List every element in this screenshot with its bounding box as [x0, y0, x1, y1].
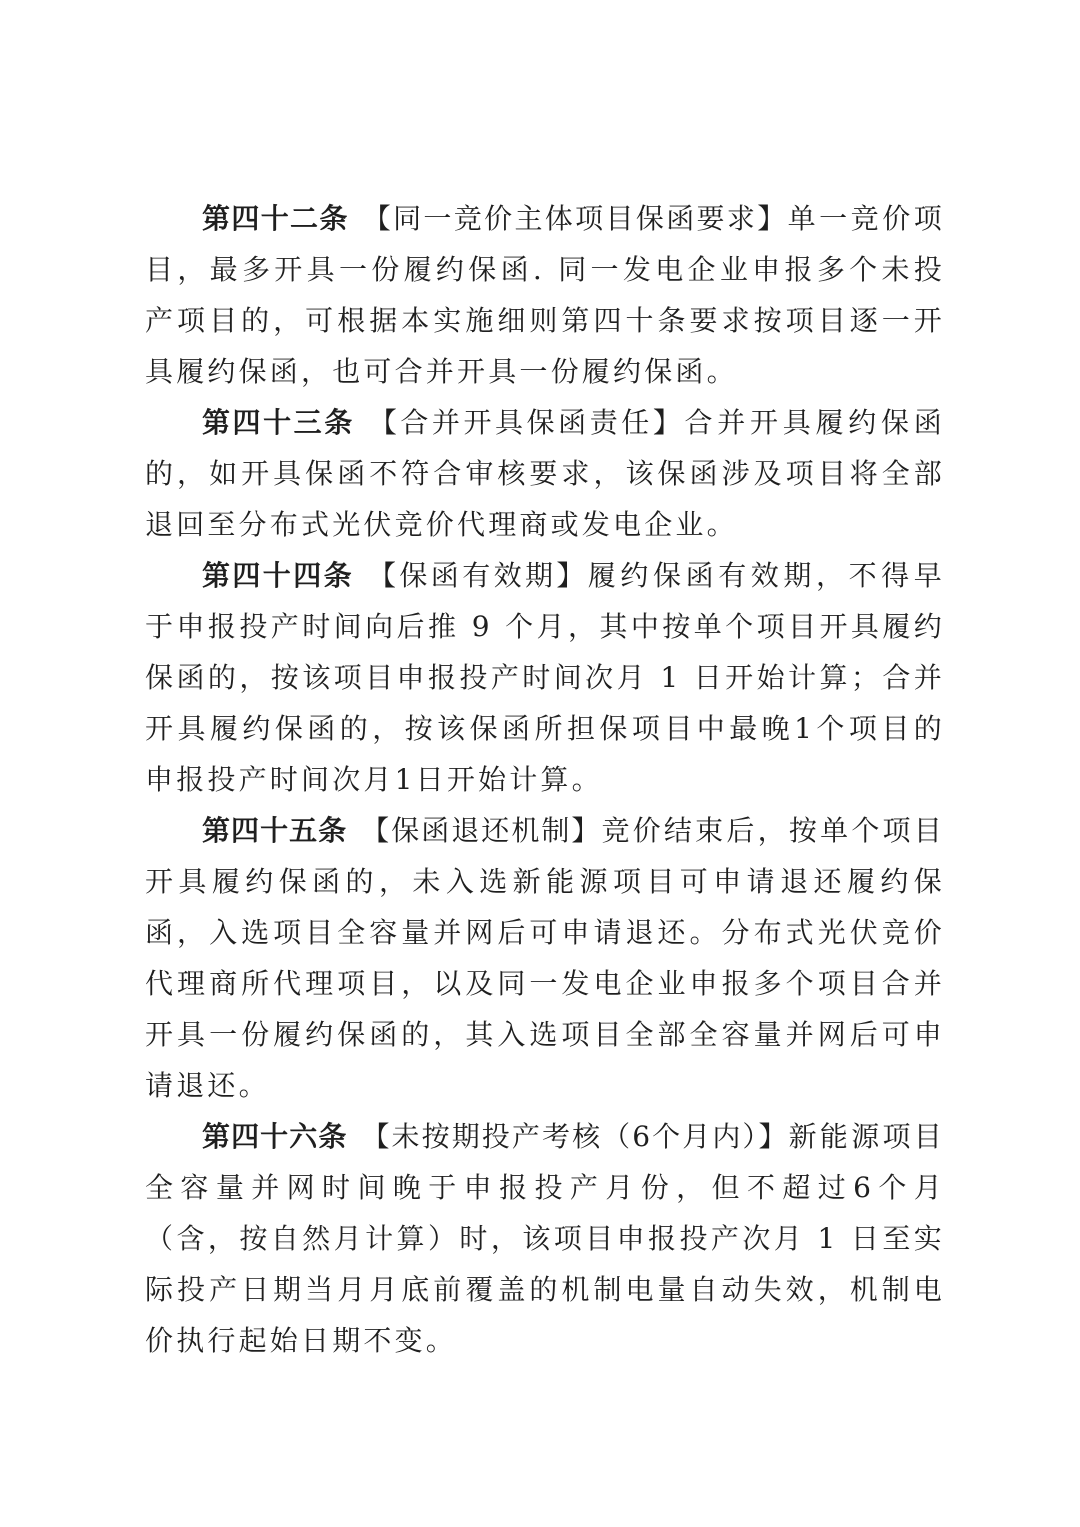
article-43: [145, 397, 945, 550]
article-heading: 【同一竞价主体项目保函要求】: [362, 202, 788, 235]
article-heading: 【保函退还机制】: [361, 814, 602, 847]
article-heading: 【未按期投产考核（6个月内）】: [361, 1120, 789, 1153]
article-title: 第四十三条: [202, 406, 355, 439]
article-45: [145, 805, 945, 1111]
article-title: 第四十四条: [202, 559, 354, 592]
article-heading: 【保函有效期】: [368, 559, 588, 592]
article-body: 竞价结束后，按单个项目开具履约保函的，未入选新能源项目可申请退还履约保函，入选项目全容量并网后可申请退还。分布式光伏竞价代理商所代理项目，以及同一发电企业申报多个项目合并开具一份履约保函的，其入选项目全部全容量并网后可申请退还。: [145, 814, 945, 1102]
article-body: 合并开具履约保函的，如开具保函不符合审核要求，该保函涉及项目将全部退回至分布式光伏竞价代理商或发电企业。: [145, 406, 945, 541]
article-44: [145, 550, 945, 805]
article-title: 第四十二条: [202, 202, 349, 235]
article-title: 第四十六条: [202, 1120, 348, 1153]
article-body: 履约保函有效期，不得早于申报投产时间向后推 9 个月，其中按单个项目开具履约保函的，按该项目申报投产时间次月 1 日开始计算；合并开具履约保函的，按该保函所担保项目中最晚1个项目的申报投产时间次月1日开始计算。: [145, 559, 945, 796]
article-heading: 【合并开具保函责任】: [368, 406, 685, 439]
document-body: [145, 193, 945, 1366]
article-42: [145, 193, 945, 397]
article-body: 单一竞价项目，最多开具一份履约保函. 同一发电企业申报多个未投产项目的，可根据本实施细则第四十条要求按项目逐一开具履约保函，也可合并开具一份履约保函。: [145, 202, 945, 388]
article-46: [145, 1111, 945, 1366]
article-title: 第四十五条: [202, 814, 348, 847]
article-body: 新能源项目全容量并网时间晚于申报投产月份，但不超过6个月（含，按自然月计算）时，该项目申报投产次月 1 日至实际投产日期当月月底前覆盖的机制电量自动失效，机制电价执行起始日期不变。: [145, 1120, 945, 1357]
